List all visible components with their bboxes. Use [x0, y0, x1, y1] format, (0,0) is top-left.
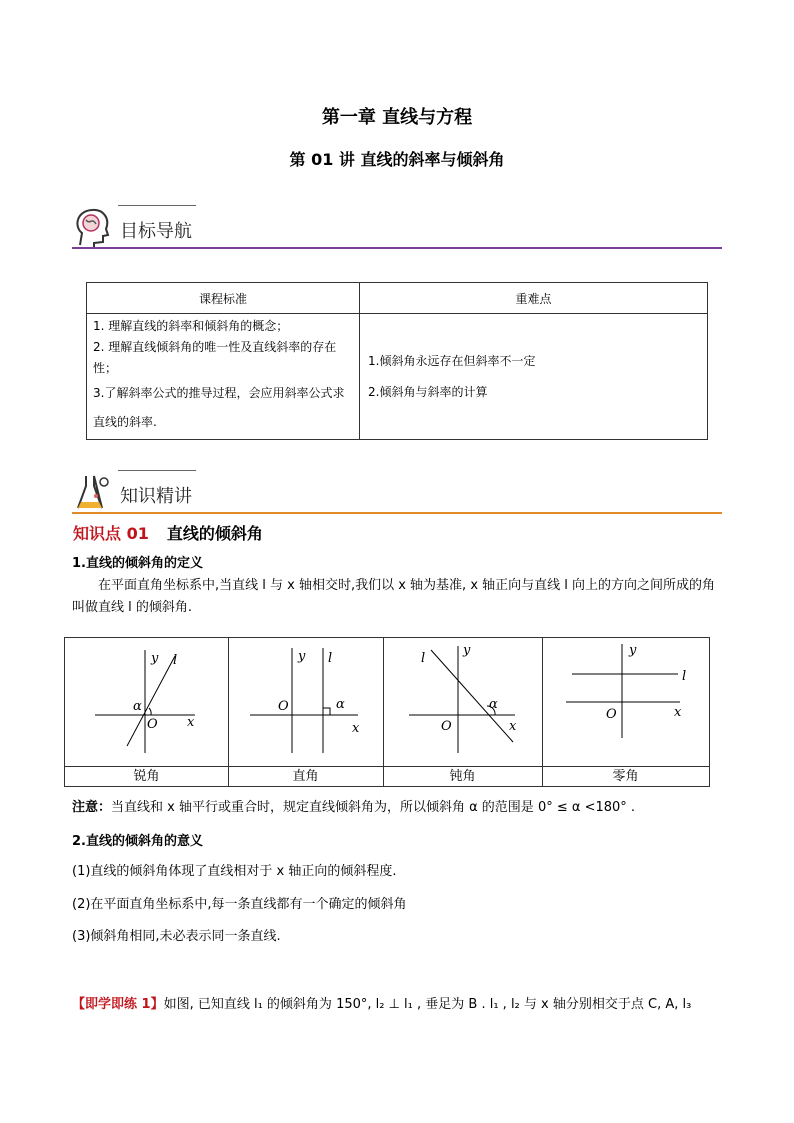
figure-zero — [542, 638, 709, 786]
figure-caption: 锐角 — [65, 766, 228, 786]
zero-angle-diagram — [542, 638, 709, 766]
origin-label: O — [441, 719, 452, 734]
header-top-line — [118, 470, 196, 471]
x-axis-label: x — [509, 719, 517, 734]
origin-label: O — [278, 699, 289, 714]
obtuse-angle-diagram — [383, 638, 542, 766]
acute-angle-diagram — [65, 638, 228, 766]
section-header-objectives — [72, 205, 722, 249]
note-prefix: 注意： — [72, 800, 112, 815]
alpha-label: α — [133, 699, 142, 714]
figure-caption: 零角 — [542, 766, 709, 786]
angle-figures-table — [64, 637, 710, 787]
y-axis-label: y — [151, 651, 159, 666]
meaning-item: (1)直线的倾斜角体现了直线相对于 x 轴正向的倾斜程度. — [72, 864, 397, 879]
note-line — [72, 797, 732, 819]
section-rule — [72, 247, 722, 249]
key-point-item: 2.倾斜角与斜率的计算 — [368, 384, 488, 399]
standards-cell — [87, 314, 360, 440]
table-header: 课程标准 — [87, 283, 360, 314]
knowledge-point-name: 直线的倾斜角 — [166, 524, 263, 543]
line-label: l — [421, 651, 426, 666]
knowledge-point-title — [73, 521, 263, 544]
section-label: 知识精讲 — [120, 486, 192, 507]
figure-caption: 钝角 — [383, 766, 542, 786]
definition-heading: 1.直线的倾斜角的定义 — [72, 556, 203, 571]
exercise-tag: 【即学即练 1】 — [72, 997, 164, 1012]
lesson-title: 第 01 讲 直线的斜率与倾斜角 — [289, 150, 505, 169]
definition-text: 在平面直角坐标系中,当直线 l 与 x 轴相交时,我们以 x 轴为基准, x 轴正向与直线 l 向上的方向之间所成的角叫做直线 l 的倾斜角. — [72, 578, 716, 615]
section-label: 目标导航 — [120, 221, 192, 242]
exercise-line — [72, 994, 732, 1016]
section-rule — [72, 512, 722, 514]
note-text: 当直线和 x 轴平行或重合时，规定直线倾斜角为，所以倾斜角 α 的范围是 0° ≤ α <180° . — [111, 800, 636, 815]
standard-item: 2. 理解直线倾斜角的唯一性及直线斜率的存在性； — [93, 340, 337, 375]
figure-caption: 直角 — [228, 766, 383, 786]
key-points-cell — [360, 314, 708, 440]
alpha-label: α — [336, 697, 345, 712]
x-axis-label: x — [187, 715, 195, 730]
table-header: 重难点 — [360, 283, 708, 314]
section-header-knowledge — [72, 470, 722, 514]
chapter-title: 第一章 直线与方程 — [321, 107, 473, 128]
x-axis-label: x — [352, 721, 360, 736]
figure-right — [228, 638, 384, 786]
lab-flask-icon — [72, 472, 112, 512]
alpha-label: α — [489, 697, 498, 712]
origin-label: O — [606, 707, 617, 722]
brain-head-icon — [72, 207, 112, 249]
figure-acute — [65, 638, 229, 786]
x-axis-label: x — [674, 705, 682, 720]
y-axis-label: y — [298, 649, 306, 664]
line-label: l — [328, 651, 333, 666]
origin-label: O — [147, 717, 158, 732]
standard-item: 3.了解斜率公式的推导过程，会应用斜率公式求直线的斜率. — [93, 386, 345, 429]
figure-obtuse — [383, 638, 543, 786]
y-axis-label: y — [463, 643, 471, 658]
key-point-item: 1.倾斜角永远存在但斜率不一定 — [368, 353, 536, 368]
line-label: l — [682, 669, 687, 684]
meaning-item: (2)在平面直角坐标系中,每一条直线都有一个确定的倾斜角 — [72, 897, 407, 912]
exercise-text: 如图, 已知直线 l₁ 的倾斜角为 150°, l₂ ⊥ l₁ , 垂足为 B . l₁ , l₂ 与 x 轴分别相交于点 C, A, l₃ — [163, 997, 692, 1012]
standard-item: 1. 理解直线的斜率和倾斜角的概念； — [93, 319, 289, 333]
line-label: l — [173, 653, 178, 668]
header-top-line — [118, 205, 196, 206]
meaning-heading: 2.直线的倾斜角的意义 — [72, 834, 203, 849]
objectives-table — [86, 282, 708, 440]
knowledge-point-number: 知识点 01 — [73, 524, 149, 543]
y-axis-label: y — [629, 643, 637, 658]
right-angle-diagram — [228, 638, 383, 766]
meaning-item: (3)倾斜角相同,未必表示同一条直线. — [72, 929, 281, 944]
